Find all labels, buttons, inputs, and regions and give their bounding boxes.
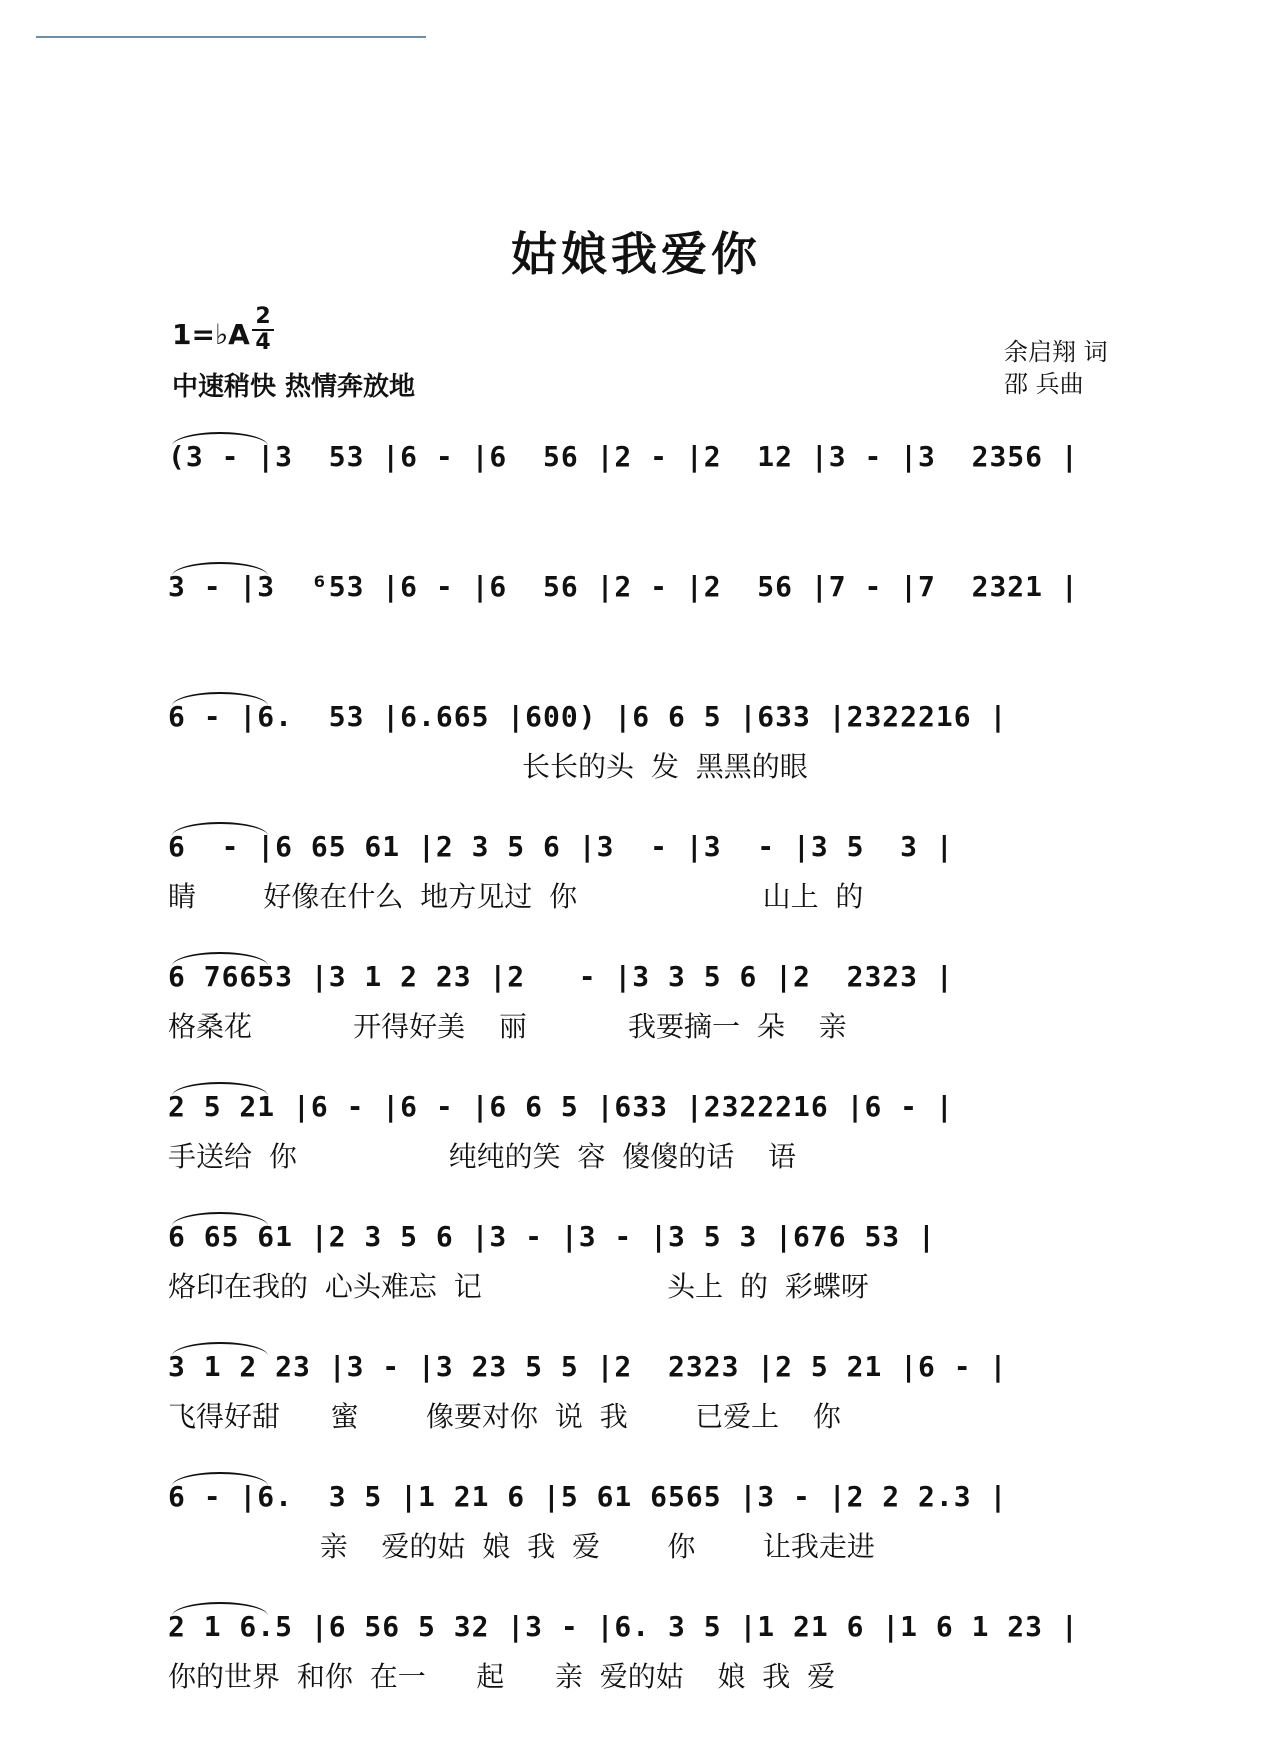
- scan-edge-line: [36, 36, 426, 38]
- lyric-line: 飞得好甜 蜜 像要对你 说 我 已爱上 你: [168, 1400, 841, 1433]
- lyric-line: 长长的头 发 黑黑的眼: [168, 750, 808, 783]
- lyric-line: 你的世界 和你 在一 起 亲 爱的姑 娘 我 爱: [168, 1660, 836, 1693]
- notation-notes: 3 1 2 23 |3 - |3 23 5 5 |2 2323 |2 5 21 |6 - |: [168, 1350, 1008, 1383]
- slur-mark: [172, 1602, 268, 1616]
- notation-line: [168, 440, 1110, 500]
- composer-credit: 邵 兵曲: [1004, 370, 1084, 398]
- notation-notes: 3 - |3 ⁶53 |6 - |6 56 |2 - |2 56 |7 - |7 2321 |: [168, 570, 1079, 603]
- meter-bottom: 4: [255, 330, 271, 355]
- song-title: 姑娘我爱你: [511, 227, 761, 281]
- slur-mark: [172, 1342, 268, 1356]
- slur-mark: [172, 1082, 268, 1096]
- slur-mark: [172, 822, 268, 836]
- lyricist-credit: 余启翔 词: [1004, 338, 1108, 366]
- key-signature: 1=♭A: [172, 318, 250, 351]
- slur-mark: [172, 1472, 268, 1486]
- slur-mark: [172, 952, 268, 966]
- lyric-line: 睛 好像在什么 地方见过 你 山上 的: [168, 880, 864, 913]
- slur-mark: [172, 562, 268, 576]
- slur-mark: [172, 1212, 268, 1226]
- notation-notes: 6 - |6. 3 5 |1 21 6 |5 61 6565 |3 - |2 2 2.3 |: [168, 1480, 1008, 1513]
- lyric-line: 格桑花 开得好美 丽 我要摘一 朵 亲: [168, 1010, 847, 1043]
- lyric-line: 烙印在我的 心头难忘 记 头上 的 彩蝶呀: [168, 1270, 869, 1303]
- lyric-line: 手送给 你 纯纯的笑 容 傻傻的话 语: [168, 1140, 797, 1173]
- notation-line: [168, 570, 1110, 630]
- meter-top: 2: [255, 304, 271, 329]
- notation-notes: 6 - |6 65 61 |2 3 5 6 |3 - |3 - |3 5 3 |: [168, 830, 954, 863]
- slur-mark: [172, 432, 268, 446]
- lyric-line: 亲 爱的姑 娘 我 爱 你 让我走进: [168, 1530, 875, 1563]
- notation-notes: 6 65 61 |2 3 5 6 |3 - |3 - |3 5 3 |676 53 |: [168, 1220, 936, 1253]
- notation-notes: 6 76653 |3 1 2 23 |2 - |3 3 5 6 |2 2323 |: [168, 960, 954, 993]
- tempo-marking: 中速稍快 热情奔放地: [172, 372, 416, 402]
- notation-notes: 2 5 21 |6 - |6 - |6 6 5 |633 |2322216 |6 - |: [168, 1090, 954, 1123]
- time-signature: [250, 306, 276, 354]
- slur-mark: [172, 692, 268, 706]
- notation-notes: 2 1 6.5 |6 56 5 32 |3 - |6. 3 5 |1 21 6 |1 6 1 23 |: [168, 1610, 1079, 1643]
- notation-notes: (3 - |3 53 |6 - |6 56 |2 - |2 12 |3 - |3 2356 |: [168, 440, 1079, 473]
- notation-notes: 6 - |6. 53 |6.665 |600) |6 6 5 |633 |2322216 |: [168, 700, 1008, 733]
